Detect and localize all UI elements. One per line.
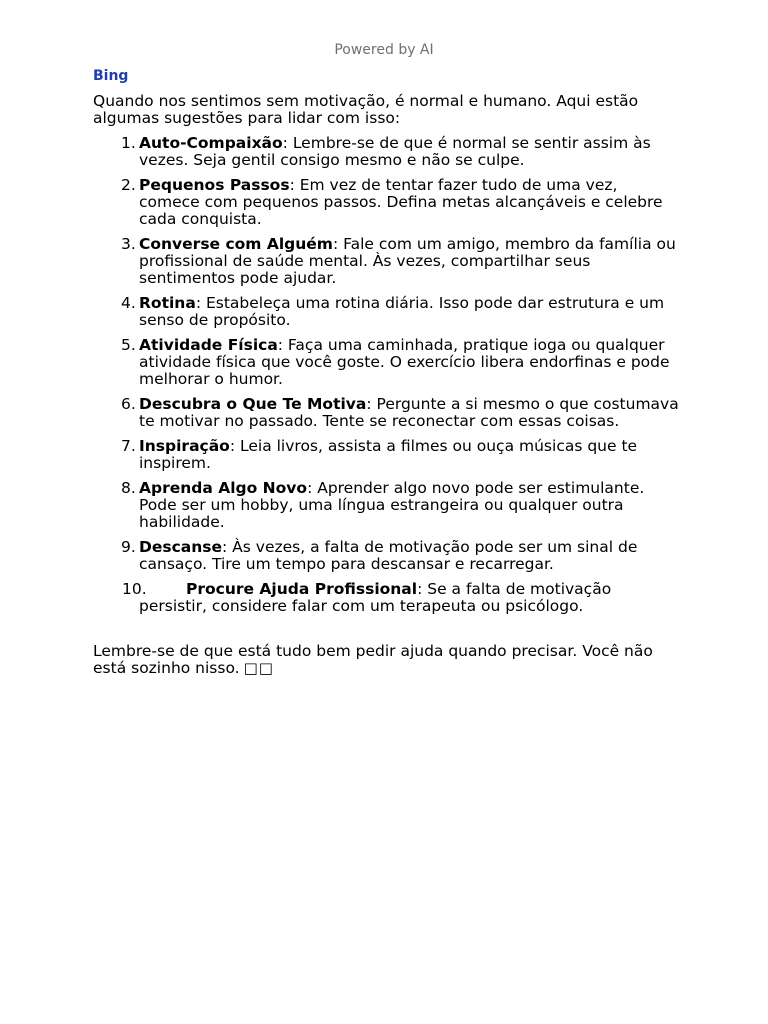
list-item (93, 480, 683, 531)
item-term: Auto-Compaixão (139, 134, 283, 152)
item-text: : Pergunte a si mesmo o que costumava te motivar no passado. Tente se reconectar com essas coisas. (139, 395, 679, 430)
item-number: 2. (121, 176, 136, 194)
list-item (93, 236, 683, 287)
list-item (93, 337, 683, 388)
list-item (93, 438, 683, 472)
list-item (93, 135, 683, 169)
item-term: Converse com Alguém (139, 235, 333, 253)
item-number: 3. (121, 235, 136, 253)
emoji-placeholder-icon: □□ (243, 659, 274, 677)
item-number: 1. (121, 134, 136, 152)
item-term: Rotina (139, 294, 196, 312)
item-number: 8. (121, 479, 136, 497)
list-item (93, 177, 683, 228)
intro-paragraph: Quando nos sentimos sem motivação, é normal e humano. Aqui estão algumas sugestões para lidar com isso: (93, 92, 639, 127)
powered-by-label: Powered by AI (334, 42, 434, 58)
item-text: : Em vez de tentar fazer tudo de uma vez, comece com pequenos passos. Defina metas alcançáveis e celebre cada conquista. (139, 176, 663, 228)
item-number: 9. (121, 538, 136, 556)
item-term: Procure Ajuda Profissional (186, 580, 418, 598)
list-item (93, 581, 683, 615)
item-term: Aprenda Algo Novo (139, 479, 308, 497)
item-term: Descubra o Que Te Motiva (139, 395, 367, 413)
item-number: 4. (121, 294, 136, 312)
source-label: Bing (93, 68, 129, 84)
item-term: Pequenos Passos (139, 176, 290, 194)
item-number: 10. (122, 580, 147, 598)
item-text: : Se a falta de motivação persistir, considere falar com um terapeuta ou psicólogo. (139, 580, 612, 615)
item-text: : Faça uma caminhada, pratique ioga ou qualquer atividade física que você goste. O exercício libera endorfinas e pode melhorar o humor. (139, 336, 670, 388)
item-text: : Fale com um amigo, membro da família ou profissional de saúde mental. Às vezes, compartilhar seus sentimentos pode ajudar. (139, 235, 676, 287)
item-text: : Lembre-se de que é normal se sentir assim às vezes. Seja gentil consigo mesmo e não se culpe. (139, 134, 651, 169)
item-text: : Estabeleça uma rotina diária. Isso pode dar estrutura e um senso de propósito. (139, 294, 665, 329)
item-text: : Às vezes, a falta de motivação pode ser um sinal de cansaço. Tire um tempo para descansar e recarregar. (139, 538, 638, 573)
item-text: : Aprender algo novo pode ser estimulante. Pode ser um hobby, uma língua estrangeira ou qualquer outra habilidade. (139, 479, 645, 531)
list-item (93, 396, 683, 430)
item-number: 7. (121, 437, 136, 455)
item-term: Descanse (139, 538, 223, 556)
item-text: : Leia livros, assista a filmes ou ouça músicas que te inspirem. (139, 437, 638, 472)
list-item (93, 539, 683, 573)
list-item (93, 295, 683, 329)
closing-text: Lembre-se de que está tudo bem pedir ajuda quando precisar. Você não está sozinho nisso. (93, 642, 653, 677)
closing-paragraph (93, 643, 683, 677)
item-number: 6. (121, 395, 136, 413)
suggestions-list (93, 135, 683, 623)
item-number: 5. (121, 336, 136, 354)
item-term: Atividade Física (139, 336, 278, 354)
item-term: Inspiração (139, 437, 230, 455)
